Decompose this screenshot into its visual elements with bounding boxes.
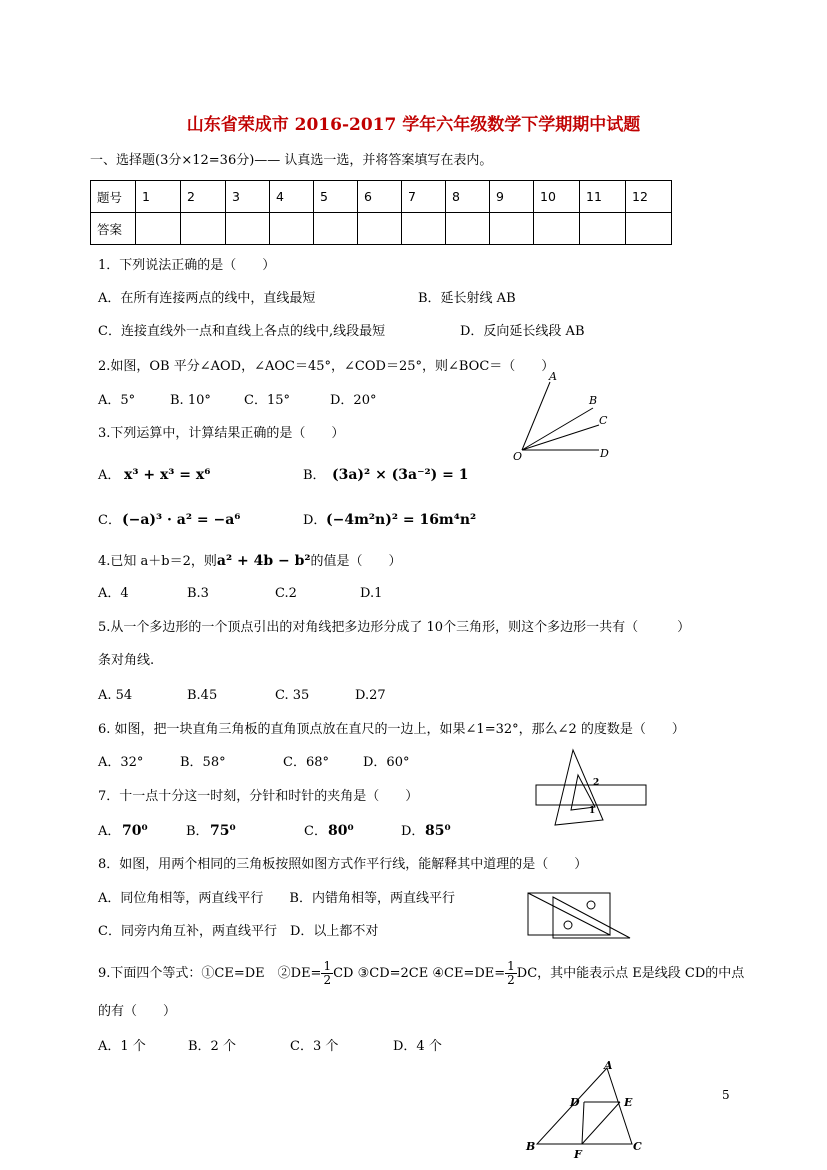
answer-cell[interactable]: [490, 213, 534, 245]
question-1-option-b: B．延长射线 AB: [418, 291, 516, 306]
fraction-numerator: 1: [323, 959, 332, 973]
table-cell: 8: [446, 181, 490, 213]
question-9-option-b: B．2 个: [188, 1039, 236, 1054]
question-3-option-d-label: D．: [303, 513, 327, 528]
question-7-option-c-label: C．: [304, 824, 327, 839]
page-number: 5: [722, 1088, 730, 1102]
question-5-option-b: B.45: [187, 688, 218, 703]
angle-figure: [505, 370, 625, 469]
section-heading: 一、选择题(3分×12=36分)—— 认真选一选，并将答案填写在表内。: [90, 153, 493, 168]
table-cell: 6: [358, 181, 402, 213]
answer-cell[interactable]: [446, 213, 490, 245]
label-b: B: [526, 1140, 536, 1153]
question-4-option-d: D.1: [360, 586, 383, 601]
question-4-stem-post: 的值是（ ）: [310, 554, 402, 569]
answer-cell[interactable]: [402, 213, 446, 245]
answer-cell[interactable]: [136, 213, 181, 245]
table-header-cell: 题号: [91, 181, 136, 213]
question-3-option-c-expr: (−a)³ · a² = −a⁶: [122, 512, 241, 528]
question-4-stem-pre: 4.已知 a＋b＝2，则: [98, 554, 217, 569]
table-cell: 9: [490, 181, 534, 213]
question-2-option-b: B. 10°: [170, 393, 211, 408]
question-3-option-a-expr: x³ + x³ = x⁶: [124, 467, 211, 483]
table-cell: 12: [626, 181, 672, 213]
fraction-denominator: 2: [507, 973, 515, 987]
answer-cell[interactable]: [270, 213, 314, 245]
label-d: D: [600, 447, 609, 460]
question-7-option-d-label: D．: [401, 824, 425, 839]
question-9-option-c: C．3 个: [290, 1039, 339, 1054]
answer-cell[interactable]: [226, 213, 270, 245]
question-4-stem-expr: a² + 4b − b²: [216, 553, 311, 569]
hole-upper: [587, 901, 595, 909]
question-2-option-d: D．20°: [330, 393, 377, 408]
question-1-option-a: A．在所有连接两点的线中，直线最短: [98, 291, 316, 306]
ray-oa: [522, 382, 550, 450]
question-2-stem: 2.如图，OB 平分∠AOD，∠AOC＝45°，∠COD＝25°，则∠BOC＝（ ）: [98, 359, 555, 374]
triangle-abc: [537, 1068, 632, 1144]
answer-cell[interactable]: [626, 213, 672, 245]
question-9-stem: [98, 960, 744, 987]
question-3-option-b-label: B．: [303, 468, 326, 483]
hole-lower: [564, 921, 572, 929]
answer-cell[interactable]: [181, 213, 226, 245]
question-6-option-d: D．60°: [363, 755, 410, 770]
question-5-stem: 5.从一个多边形的一个顶点引出的对角线把多边形分成了 10个三角形，则这个多边形一共有（ ）: [98, 620, 691, 635]
label-c: C: [633, 1140, 642, 1153]
question-3-stem: 3.下列运算中，计算结果正确的是（ ）: [98, 426, 345, 441]
question-7-option-b-label: B．: [186, 824, 209, 839]
question-4-option-a: A．4: [98, 586, 129, 601]
label-c: C: [599, 414, 608, 427]
answer-cell[interactable]: [314, 213, 358, 245]
answer-cell[interactable]: [580, 213, 626, 245]
question-7-option-b-val: 75⁰: [210, 823, 236, 839]
question-9-stem-b: CD ③CD=2CE ④CE=DE=: [333, 966, 506, 981]
answer-table: [90, 180, 672, 245]
question-5-stem-cont: 条对角线.: [98, 653, 155, 668]
question-8-stem: 8．如图，用两个相同的三角板按照如图方式作平行线，能解释其中道理的是（ ）: [98, 857, 588, 872]
ray-oc: [522, 425, 599, 450]
question-4-stem: [98, 552, 402, 571]
question-1-option-d: D．反向延长线段 AB: [460, 324, 585, 339]
question-9-option-d: D．4 个: [393, 1039, 442, 1054]
question-6-option-a: A．32°: [98, 755, 144, 770]
table-cell: 1: [136, 181, 181, 213]
question-6-option-c: C．68°: [283, 755, 329, 770]
question-7-option-a-label: A．: [98, 824, 121, 839]
fraction-one-half: [505, 960, 517, 987]
question-9-stem-a: 9.下面四个等式：①CE=DE ②DE=: [98, 966, 322, 981]
question-1-option-c: C．连接直线外一点和直线上各点的线中,线段最短: [98, 324, 386, 339]
set-square-figure: [518, 885, 638, 949]
ray-ob: [522, 408, 593, 450]
table-cell: 3: [226, 181, 270, 213]
answer-cell[interactable]: [358, 213, 402, 245]
question-4-option-c: C.2: [275, 586, 297, 601]
table-row: [91, 181, 672, 213]
question-4-option-b: B.3: [187, 586, 209, 601]
triangle-abc-figure: [522, 1060, 652, 1164]
label-a: A: [604, 1060, 613, 1072]
question-1-stem: 1．下列说法正确的是（ ）: [98, 258, 276, 273]
question-7-option-a-val: 70⁰: [122, 823, 148, 839]
table-cell: 7: [402, 181, 446, 213]
question-9-option-a: A．1 个: [98, 1039, 146, 1054]
question-6-option-b: B．58°: [180, 755, 226, 770]
question-8-options-ab: A．同位角相等，两直线平行 B．内错角相等，两直线平行: [98, 891, 455, 906]
fraction-numerator: 1: [507, 959, 515, 973]
question-7-stem: 7．十一点十分这一时刻，分针和时针的夹角是（ ）: [98, 789, 419, 804]
question-6-stem: 6. 如图，把一块直角三角板的直角顶点放在直尺的一边上，如果∠1=32°，那么∠2 的度数是（ ）: [98, 722, 685, 737]
question-3-option-c-label: C．: [98, 513, 121, 528]
table-cell: 11: [580, 181, 626, 213]
question-2-option-c: C．15°: [244, 393, 290, 408]
question-7-option-d-val: 85⁰: [425, 823, 451, 839]
triangle-lower: [553, 897, 630, 938]
question-3-option-d-expr: (−4m²n)² = 16m⁴n²: [326, 512, 477, 528]
label-a: A: [549, 370, 557, 383]
label-d: D: [570, 1096, 580, 1109]
angle-label-2: 2: [593, 778, 600, 788]
question-5-option-d: D.27: [355, 688, 386, 703]
table-header-cell: 答案: [91, 213, 136, 245]
page-title: 山东省荣成市 2016-2017 学年六年级数学下学期期中试题: [186, 115, 641, 135]
question-9-stem-c: DC，其中能表示点 E是线段 CD的中点: [516, 966, 745, 981]
fraction-denominator: 2: [323, 973, 332, 987]
segment-ef: [582, 1102, 620, 1144]
question-7-option-c-val: 80⁰: [328, 823, 354, 839]
question-5-option-c: C. 35: [275, 688, 310, 703]
ruler: [536, 785, 646, 805]
question-3-option-b-expr: (3a)² × (3a⁻²) = 1: [332, 467, 469, 483]
question-5-option-a: A. 54: [98, 688, 133, 703]
question-2-option-a: A．5°: [98, 393, 136, 408]
label-f: F: [574, 1148, 582, 1160]
table-cell: 2: [181, 181, 226, 213]
label-o: O: [513, 450, 523, 463]
angle-label-1: 1: [589, 806, 596, 816]
label-e: E: [624, 1096, 633, 1109]
question-3-option-a-label: A．: [98, 468, 121, 483]
fraction-one-half: [321, 960, 333, 987]
ruler-triangle-figure: [533, 745, 653, 834]
question-9-stem-cont: 的有（ ）: [98, 1004, 177, 1019]
table-cell: 10: [534, 181, 580, 213]
table-row: [91, 213, 672, 245]
table-cell: 5: [314, 181, 358, 213]
segment-df: [582, 1102, 584, 1144]
question-8-options-cd: C．同旁内角互补，两直线平行 D．以上都不对: [98, 924, 379, 939]
label-b: B: [589, 394, 598, 407]
answer-cell[interactable]: [534, 213, 580, 245]
table-cell: 4: [270, 181, 314, 213]
